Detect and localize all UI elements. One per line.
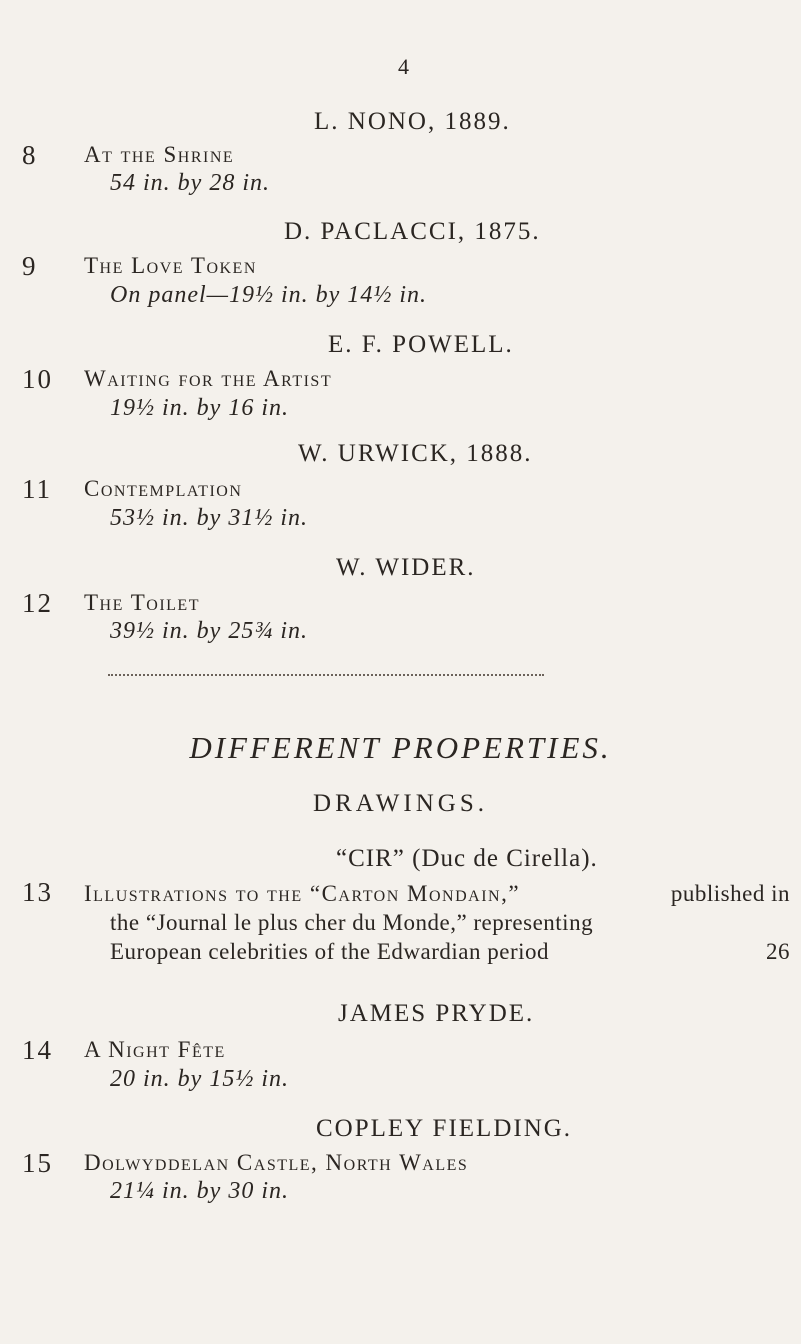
lot-number: 13 [22,877,53,907]
section-divider [108,674,544,676]
lot-dimensions: 39½ in. by 25¾ in. [110,618,308,644]
lot-number: 14 [22,1035,53,1065]
lot-dimensions: 53½ in. by 31½ in. [110,505,308,531]
lot-dimensions: 54 in. by 28 in. [110,170,270,196]
lot-number: 11 [22,474,52,504]
lot-description: Illustrations to the “Carton Mondain,” published in the “Journal le plus cher du Monde,” representing European celebrities of the Edwardian period 26 [84,881,790,964]
subsection-heading: DRAWINGS. [313,790,488,817]
lot-title: Dolwyddelan Castle, North Wales [84,1150,469,1175]
lot-number: 12 [22,588,53,618]
lot-number: 10 [22,364,53,394]
lot-title: A Night Fête [84,1037,226,1062]
artist-name: W. URWICK, 1888. [298,440,533,467]
lot-dimensions: 19½ in. by 16 in. [110,395,289,421]
section-heading: DIFFERENT PROPERTIES. [189,730,612,765]
lot-title: Waiting for the Artist [84,366,333,391]
lot-dimensions: 21¼ in. by 30 in. [110,1178,289,1204]
artist-name: W. WIDER. [336,554,476,581]
lot-dimensions: On panel—19½ in. by 14½ in. [110,282,427,308]
artist-name: L. NONO, 1889. [314,108,511,135]
lot-number: 9 [22,251,38,281]
lot-title: The Toilet [84,590,200,615]
lot-number: 15 [22,1148,53,1178]
lot-dimensions: 20 in. by 15½ in. [110,1066,289,1092]
artist-name: JAMES PRYDE. [338,1000,535,1027]
page-number: 4 [398,54,410,79]
artist-name: COPLEY FIELDING. [316,1115,573,1142]
lot-title: The Love Token [84,253,257,278]
lot-number: 8 [22,140,38,170]
artist-name: “CIR” (Duc de Cirella). [336,845,598,872]
lot-title: At the Shrine [84,142,235,167]
lot-title: Contemplation [84,476,243,501]
artist-name: D. PACLACCI, 1875. [284,218,541,245]
artist-name: E. F. POWELL. [328,331,514,358]
